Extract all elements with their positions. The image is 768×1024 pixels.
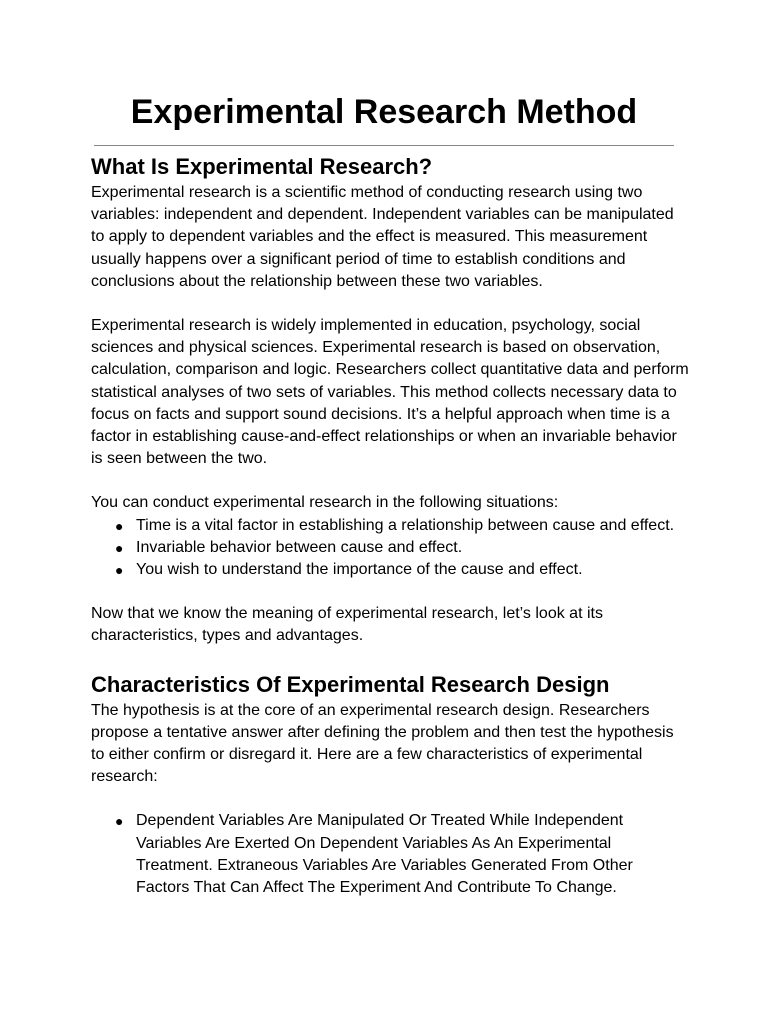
- document-body: [91, 150, 691, 899]
- section1-list-intro: You can conduct experimental research in the following situations:: [91, 494, 559, 512]
- list-item-text: Dependent Variables Are Manipulated Or Treated While Independent Variables Are Exerted On Dependent Variables As An Experimental Treatment. Extraneous Variables Are Variables Generated From Other Factors That Can Affect The Experiment And Contribute To Change.: [136, 812, 633, 897]
- list-item: [91, 810, 691, 899]
- list-item: [91, 537, 691, 559]
- list-item: [91, 559, 691, 581]
- bullet-icon: ●: [115, 539, 124, 556]
- section1-closing: Now that we know the meaning of experimental research, let’s look at its characteristics, types and advantages.: [91, 605, 603, 645]
- list-item: [91, 515, 691, 537]
- paragraph-spacer: [91, 581, 691, 603]
- section-heading-characteristics: Characteristics Of Experimental Research Design: [91, 671, 610, 697]
- list-item-text: You wish to understand the importance of the cause and effect.: [136, 561, 583, 579]
- section1-paragraph-1: Experimental research is a scientific method of conducting research using two variables: independent and dependent. Independent variables can be manipulated to apply to dependent variables and the effect is measured. This measurement usually happens over a significant period of time to establish conditions and conclusions about the relationship between these two variables.: [91, 184, 674, 290]
- title-divider: [94, 145, 674, 146]
- characteristics-list: [91, 810, 691, 899]
- paragraph-spacer: [91, 788, 691, 810]
- bullet-icon: ●: [115, 517, 124, 534]
- bullet-icon: ●: [115, 562, 124, 579]
- paragraph-spacer: [91, 470, 691, 492]
- section2-paragraph-1: The hypothesis is at the core of an experimental research design. Researchers propose a tentative answer after defining the problem and then test the hypothesis to either confirm or disregard it. Here are a few characteristics of experimental research:: [91, 701, 674, 786]
- situations-list: [91, 515, 691, 582]
- list-item-text: Time is a vital factor in establishing a relationship between cause and effect.: [136, 516, 675, 534]
- section-heading-what-is: What Is Experimental Research?: [91, 154, 433, 179]
- list-item-text: Invariable behavior between cause and effect.: [136, 538, 463, 556]
- section1-paragraph-2: Experimental research is widely implemented in education, psychology, social sciences and physical sciences. Experimental research is based on observation, calculation, comparison and logic. Researchers collect quantitative data and perform statistical analyses of two sets of variables. This method collects necessary data to focus on facts and support sound decisions. It’s a helpful approach when time is a factor in establishing cause-and-effect relationships or when an invariable behavior is seen between the two.: [91, 317, 689, 468]
- bullet-icon: ●: [115, 813, 124, 830]
- document-title: Experimental Research Method: [130, 93, 638, 131]
- paragraph-spacer: [91, 293, 691, 315]
